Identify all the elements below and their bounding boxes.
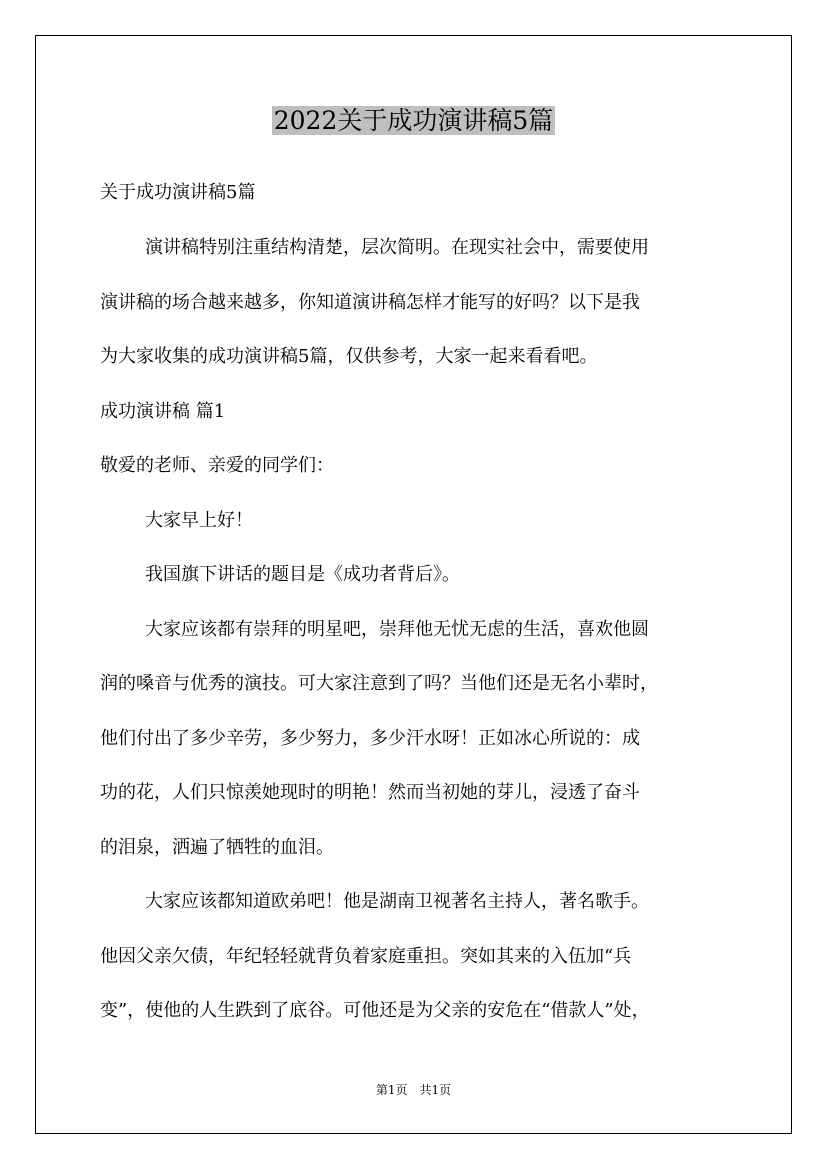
paragraph-line: 演讲稿特别注重结构清楚，层次简明。在现实社会中，需要使用: [145, 237, 649, 258]
paragraph-line: 变”，使他的人生跌到了底谷。可他还是为父亲的安危在“借款人”处，: [100, 1000, 650, 1021]
paragraph-line: 润的嗓音与优秀的演技。可大家注意到了吗？当他们还是无名小辈时，: [100, 673, 658, 694]
paragraph-line: 功的花，人们只惊羡她现时的明艳！然而当初她的芽儿，浸透了奋斗: [100, 782, 640, 803]
paragraph-line: 大家应该都有崇拜的明星吧，崇拜他无忧无虑的生活，喜欢他圆: [145, 619, 649, 640]
document-title: [0, 103, 827, 139]
paragraph-line: 大家应该都知道欧弟吧！他是湖南卫视著名主持人，著名歌手。: [145, 891, 649, 912]
paragraph-line: 大家早上好！: [145, 510, 253, 531]
paragraph-line: 他因父亲欠债，年纪轻轻就背负着家庭重担。突如其来的入伍加“兵: [100, 946, 632, 967]
paragraph-line: 的泪泉，洒遍了牺牲的血泪。: [100, 837, 334, 858]
salutation-line: 敬爱的老师、亲爱的同学们：: [100, 455, 334, 476]
section-heading: 成功演讲稿 篇1: [100, 401, 226, 422]
paragraph-line: 为大家收集的成功演讲稿5篇，仅供参考，大家一起来看看吧。: [100, 346, 598, 367]
document-title-text: 2022关于成功演讲稿5篇: [273, 106, 554, 135]
subtitle-line: 关于成功演讲稿5篇: [100, 182, 256, 203]
paragraph-line: 演讲稿的场合越来越多，你知道演讲稿怎样才能写的好吗？以下是我: [100, 292, 640, 313]
page-footer: 第1页 共1页: [375, 1083, 452, 1097]
paragraph-line: 我国旗下讲话的题目是《成功者背后》。: [145, 564, 460, 585]
paragraph-line: 他们付出了多少辛劳，多少努力，多少汗水呀！正如冰心所说的：成: [100, 728, 640, 749]
